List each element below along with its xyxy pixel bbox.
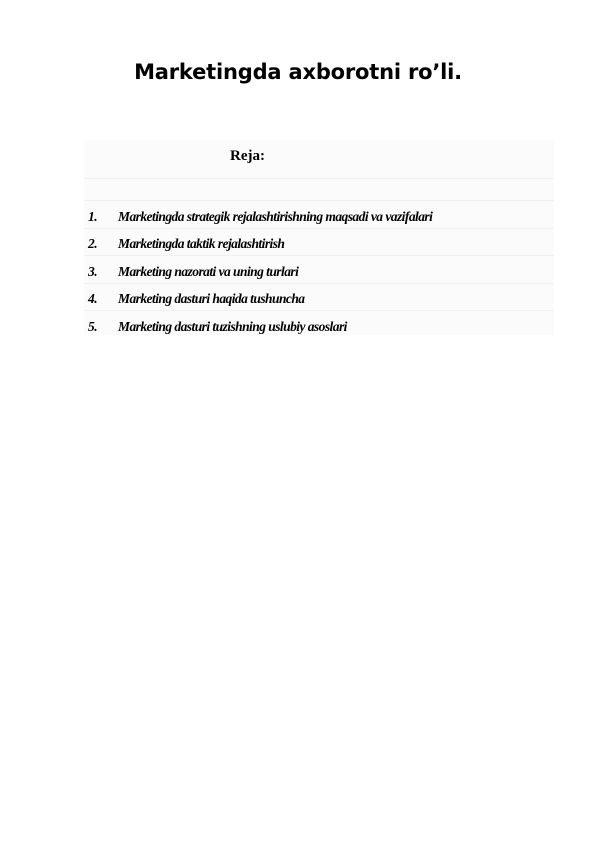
divider — [84, 200, 554, 201]
plan-item-number: 4. — [88, 291, 98, 307]
plan-item-text: Marketing nazorati va uning turlari — [118, 263, 299, 279]
plan-item — [84, 286, 432, 314]
plan-item-text: Marketingda strategik rejalashtirishning maqsadi va vazifalari — [118, 208, 433, 224]
plan-list — [84, 203, 432, 341]
plan-item-text: Marketing dasturi haqida tushuncha — [118, 291, 305, 307]
plan-item — [84, 258, 432, 286]
plan-item-number: 5. — [88, 318, 98, 334]
plan-item-number: 3. — [88, 263, 98, 279]
plan-item-text: Marketingda taktik rejalashtirish — [118, 236, 285, 252]
plan-item — [84, 231, 432, 259]
plan-item-number: 2. — [88, 236, 98, 252]
plan-item-number: 1. — [88, 208, 98, 224]
divider — [84, 178, 554, 179]
plan-item-text: Marketing dasturi tuzishning uslubiy asoslari — [118, 318, 347, 334]
plan-item — [84, 203, 432, 231]
plan-heading: Reja: — [230, 148, 265, 164]
document-title: Marketingda axborotni ro’li. — [134, 60, 462, 84]
plan-item — [84, 313, 432, 341]
